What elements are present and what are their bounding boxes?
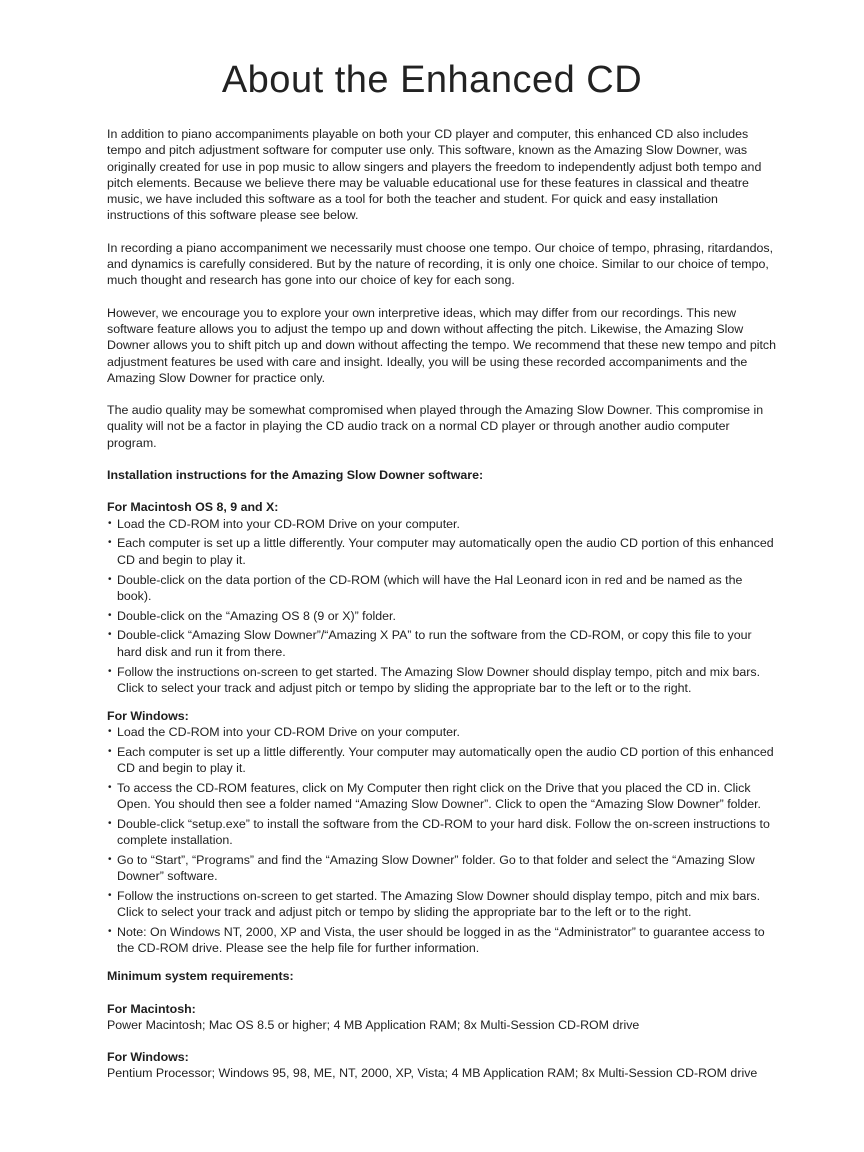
interpretive-paragraph: However, we encourage you to explore your own interpretive ideas, which may differ from our recordings. This new software feature allows you to adjust the tempo up and down without affecting the pitch. Likewise, the Amazing Slow Downer allows you to shift pitch up and down without affecting the tempo. We recommend that these new tempo and pitch adjustment features be used with care and insight. Ideally, you will be using these recorded accompaniments and the Amazing Slow Downer for practice only. xyxy=(107,305,777,385)
list-item: • Double-click “setup.exe” to install the software from the CD-ROM to your hard disk. Follow the on-screen instructions to complete installation. xyxy=(107,816,777,849)
list-item: • Each computer is set up a little differently. Your computer may automatically open the audio CD portion of this enhanced CD and begin to play it. xyxy=(107,535,777,568)
list-item: • Go to “Start”, “Programs” and find the “Amazing Slow Downer” folder. Go to that folder and select the “Amazing Slow Downer” software. xyxy=(107,852,777,885)
list-item: • Follow the instructions on-screen to get started. The Amazing Slow Downer should display tempo, pitch and mix bars. Click to select your track and adjust pitch or tempo by sliding the appropriate bar to the left or to the right. xyxy=(107,664,777,697)
list-item: • Double-click “Amazing Slow Downer”/“Amazing X PA” to run the software from the CD-ROM, or copy this file to your hard disk and run it from there. xyxy=(107,627,777,660)
windows-heading: For Windows: xyxy=(107,708,189,723)
list-item: • To access the CD-ROM features, click on My Computer then right click on the Drive that you placed the CD in. Click Open. You should then see a folder named “Amazing Slow Downer”. Click to open the “Amazing Slow Downer” folder. xyxy=(107,780,777,813)
list-item: • Load the CD-ROM into your CD-ROM Drive on your computer. xyxy=(107,516,777,532)
windows-steps-list xyxy=(107,724,777,957)
document-body xyxy=(107,126,777,1082)
list-item: • Double-click on the data portion of the CD-ROM (which will have the Hal Leonard icon in red and be named as the book). xyxy=(107,572,777,605)
page-title: About the Enhanced CD xyxy=(221,59,643,101)
req-windows-text: Pentium Processor; Windows 95, 98, ME, NT, 2000, XP, Vista; 4 MB Application RAM; 8x Multi-Session CD-ROM drive xyxy=(107,1066,758,1081)
req-windows-heading: For Windows: xyxy=(107,1050,189,1065)
intro-paragraph: In addition to piano accompaniments playable on both your CD player and computer, this enhanced CD also includes tempo and pitch adjustment software for computer use only. This software, known as the Amazing Slow Downer, was originally created for use in pop music to allow singers and players the freedom to independently adjust both tempo and pitch elements. Because we believe there may be valuable educational use for these features in classical and theatre music, we have included this software as a tool for both the teacher and student. For quick and easy installation instructions of this software please see below. xyxy=(107,127,762,223)
mac-steps-list xyxy=(107,516,777,696)
list-item: • Double-click on the “Amazing OS 8 (9 or X)” folder. xyxy=(107,608,777,624)
req-mac-text: Power Macintosh; Mac OS 8.5 or higher; 4 MB Application RAM; 8x Multi-Session CD-ROM drive xyxy=(107,1017,640,1032)
audio-quality-paragraph: The audio quality may be somewhat compromised when played through the Amazing Slow Downer. This compromise in quality will not be a factor in playing the CD audio track on a normal CD player or through another audio computer program. xyxy=(107,403,764,450)
list-item: • Each computer is set up a little differently. Your computer may automatically open the audio CD portion of this enhanced CD and begin to play it. xyxy=(107,744,777,777)
list-item: • Note: On Windows NT, 2000, XP and Vista, the user should be logged in as the “Administrator” to guarantee access to the CD-ROM drive. Please see the help file for further information. xyxy=(107,924,777,957)
req-mac-heading: For Macintosh: xyxy=(107,1001,196,1016)
requirements-heading: Minimum system requirements: xyxy=(107,969,294,984)
list-item: • Load the CD-ROM into your CD-ROM Drive on your computer. xyxy=(107,724,777,740)
mac-heading: For Macintosh OS 8, 9 and X: xyxy=(107,500,279,515)
list-item: • Follow the instructions on-screen to get started. The Amazing Slow Downer should display tempo, pitch and mix bars. Click to select your track and adjust pitch or tempo by sliding the appropriate bar to the left or to the right. xyxy=(107,888,777,921)
install-heading: Installation instructions for the Amazing Slow Downer software: xyxy=(107,468,484,483)
tempo-paragraph: In recording a piano accompaniment we necessarily must choose one tempo. Our choice of tempo, phrasing, ritardandos, and dynamics is carefully considered. But by the nature of recording, it is only one choice. Similar to our choice of tempo, much thought and research has gone into our choice of key for each song. xyxy=(107,240,774,288)
